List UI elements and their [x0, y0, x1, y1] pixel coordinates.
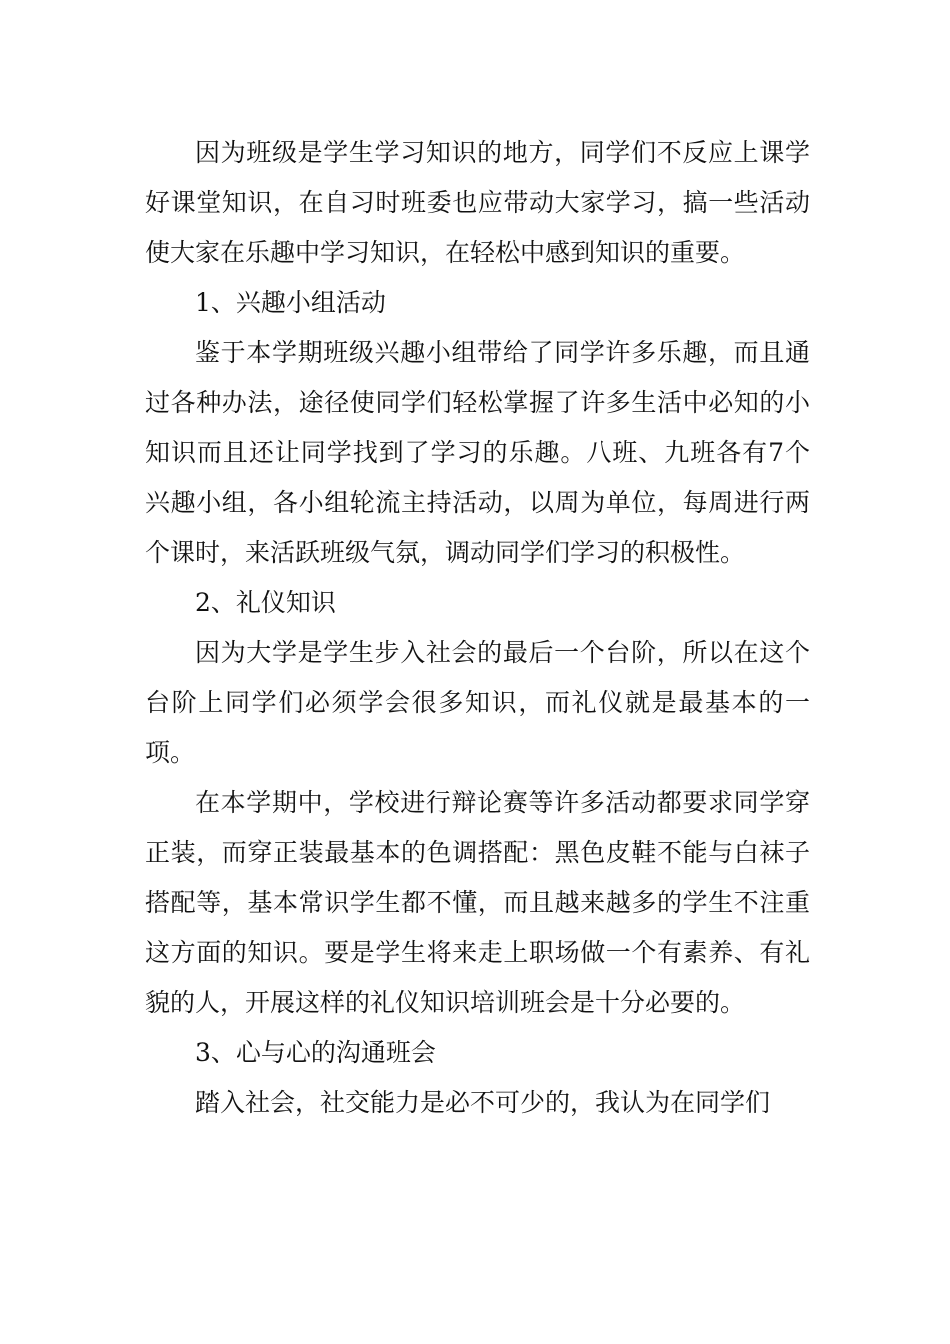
- section-heading-communication: 3、心与心的沟通班会: [195, 1038, 436, 1067]
- paragraph-interest-groups: 鉴于本学期班级兴趣小组带给了同学许多乐趣，而且通过各种办法，途径使同学们轻松掌握了许多生活中必知的小知识而且还让同学找到了学习的乐趣。八班、九班各有7个兴趣小组，各小组轮流主持活动，以周为单位，每周进行两个课时，来活跃班级气氛，调动同学们学习的积极性。: [145, 338, 810, 567]
- section-heading-etiquette: 2、礼仪知识: [195, 588, 336, 617]
- paragraph-communication: 踏入社会，社交能力是必不可少的，我认为在同学们: [195, 1088, 771, 1117]
- section-heading-interest-groups: 1、兴趣小组活动: [195, 288, 386, 317]
- paragraph-intro: 因为班级是学生学习知识的地方，同学们不反应上课学好课堂知识，在自习时班委也应带动大家学习，搞一些活动使大家在乐趣中学习知识，在轻松中感到知识的重要。: [145, 138, 810, 267]
- document-page: [145, 128, 810, 1128]
- paragraph-etiquette-details: 在本学期中，学校进行辩论赛等许多活动都要求同学穿正装，而穿正装最基本的色调搭配：黑色皮鞋不能与白袜子搭配等，基本常识学生都不懂，而且越来越多的学生不注重这方面的知识。要是学生将来走上职场做一个有素养、有礼貌的人，开展这样的礼仪知识培训班会是十分必要的。: [145, 788, 810, 1017]
- paragraph-etiquette-importance: 因为大学是学生步入社会的最后一个台阶，所以在这个台阶上同学们必须学会很多知识，而礼仪就是最基本的一项。: [145, 638, 810, 767]
